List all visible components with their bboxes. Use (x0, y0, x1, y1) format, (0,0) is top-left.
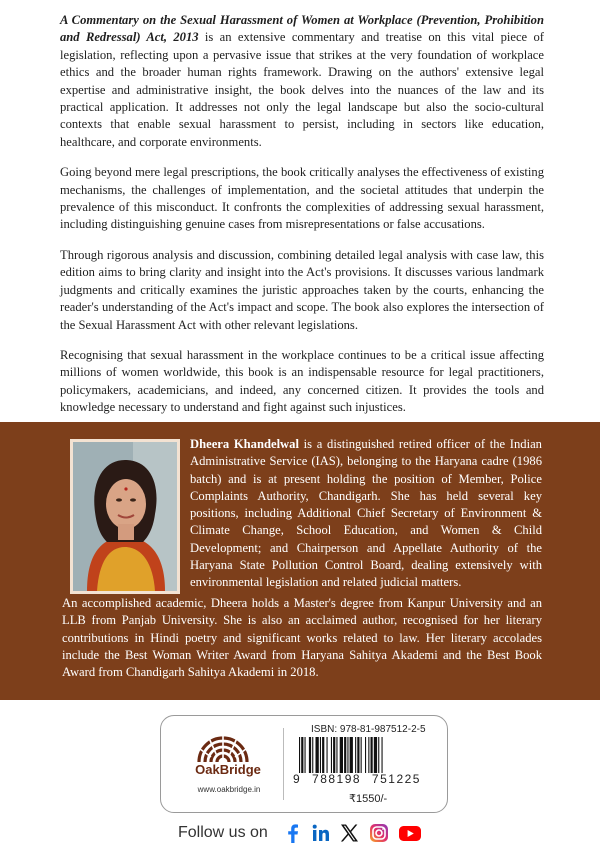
social-links (0, 822, 600, 848)
isbn-barcode (293, 724, 439, 806)
x-icon[interactable] (338, 822, 360, 844)
instagram-icon[interactable] (368, 822, 390, 844)
youtube-icon[interactable] (398, 822, 420, 844)
publisher-logo (173, 728, 273, 798)
author-name: Dheera Khandelwal (190, 437, 299, 451)
panel-divider (283, 728, 284, 800)
follow-us-label: Follow us on (178, 824, 268, 841)
publisher-brand: OakBridge (195, 762, 261, 777)
author-bio-paragraph-2: An accomplished academic, Dheera holds a Master's degree from Kanpur University and an LLB from Panjab University. She is also an acclaimed author, recognised for her literary contributions in Hindi poetry and significant works related to law. Her literary accolades include the Best Woman Writer Award from Haryana Sahitya Akademi and the Best Book Award from Chandigarh Sahitya Akademi in 2018. (62, 596, 542, 680)
book-title-inline: A Commentary on the Sexual Harassment of Women at Workplace (Prevention, Prohibition and Redressal) Act, 2013 (60, 13, 544, 45)
description-paragraph-2: Going beyond mere legal prescriptions, the book critically analyses the effectiveness of existing mechanisms, the challenges of implementation, and the societal attitudes that underpin the prevalence of this misconduct. It confronts the complexities of addressing sexual harassment, including distinguishing genuine cases from misrepresentations or false accusations. (60, 165, 544, 232)
book-price: ₹1550/- (349, 793, 388, 805)
barcode-bars (297, 737, 435, 773)
barcode-number: 9 788198 751225 (293, 772, 421, 786)
description-paragraph-1: A Commentary on the Sexual Harassment of Women at Workplace (Prevention, Prohibition and Redressal) Act, 2013 is an extensive commentary and treatise on this vital piece of legislation, reflecting upon a pervasive issue that strikes at the very foundation of workplace ethics and the broader human rights framework. Drawing on the authors' extensive legal expertise and administrative insight, the book delves into the nuances of the law and its practical application. It addresses not only the legal landscape but also the socio-cultural contexts that enable sexual harassment to persist, including in sectors like education, healthcare, and corporate environments. (60, 13, 544, 149)
isbn-label: ISBN: 978-81-987512-2-5 (311, 724, 426, 735)
publisher-url: www.oakbridge.in (197, 785, 261, 794)
oak-tree-logo-icon (173, 728, 273, 764)
author-bio-band (0, 422, 600, 700)
description-paragraph-4: Recognising that sexual harassment in the workplace continues to be a critical issue affecting millions of women worldwide, this book is an indispensable resource for legal practitioners, policymakers, academicians, and indeed, any concerned citizen. It provides the tools and knowledge necessary to understand and fight against such injustices. (60, 347, 544, 415)
publisher-barcode-panel (160, 715, 448, 813)
author-photo (70, 439, 180, 594)
book-description (60, 12, 544, 430)
author-bio-paragraph-1: Dheera Khandelwal is a distinguished retired officer of the Indian Administrative Service (IAS), belonging to the Haryana cadre (1986 batch) and is at present holding the position of Member, Police Complaints Authority, Chandigarh. She has held several key positions, including Additional Chief Secretary of Environment & Climate Change, School Education, and Women & Child Development; and Chairperson and Appellate Authority of the Haryana State Pollution Control Board, dealing extensively with environmental legislation and related judicial matters. (190, 437, 542, 590)
description-paragraph-3: Through rigorous analysis and discussion, combining detailed legal analysis with case law, this edition aims to bring clarity and insight into the Act's provisions. It discusses various landmark judgments and critically examines the juristic approaches taken by the courts, enhancing the reader's understanding of the Act's impact and scope. The book also explores the intersection of the Sexual Harassment Act with other relevant legislations. (60, 247, 544, 332)
facebook-icon[interactable] (282, 822, 304, 844)
linkedin-icon[interactable] (310, 822, 332, 844)
